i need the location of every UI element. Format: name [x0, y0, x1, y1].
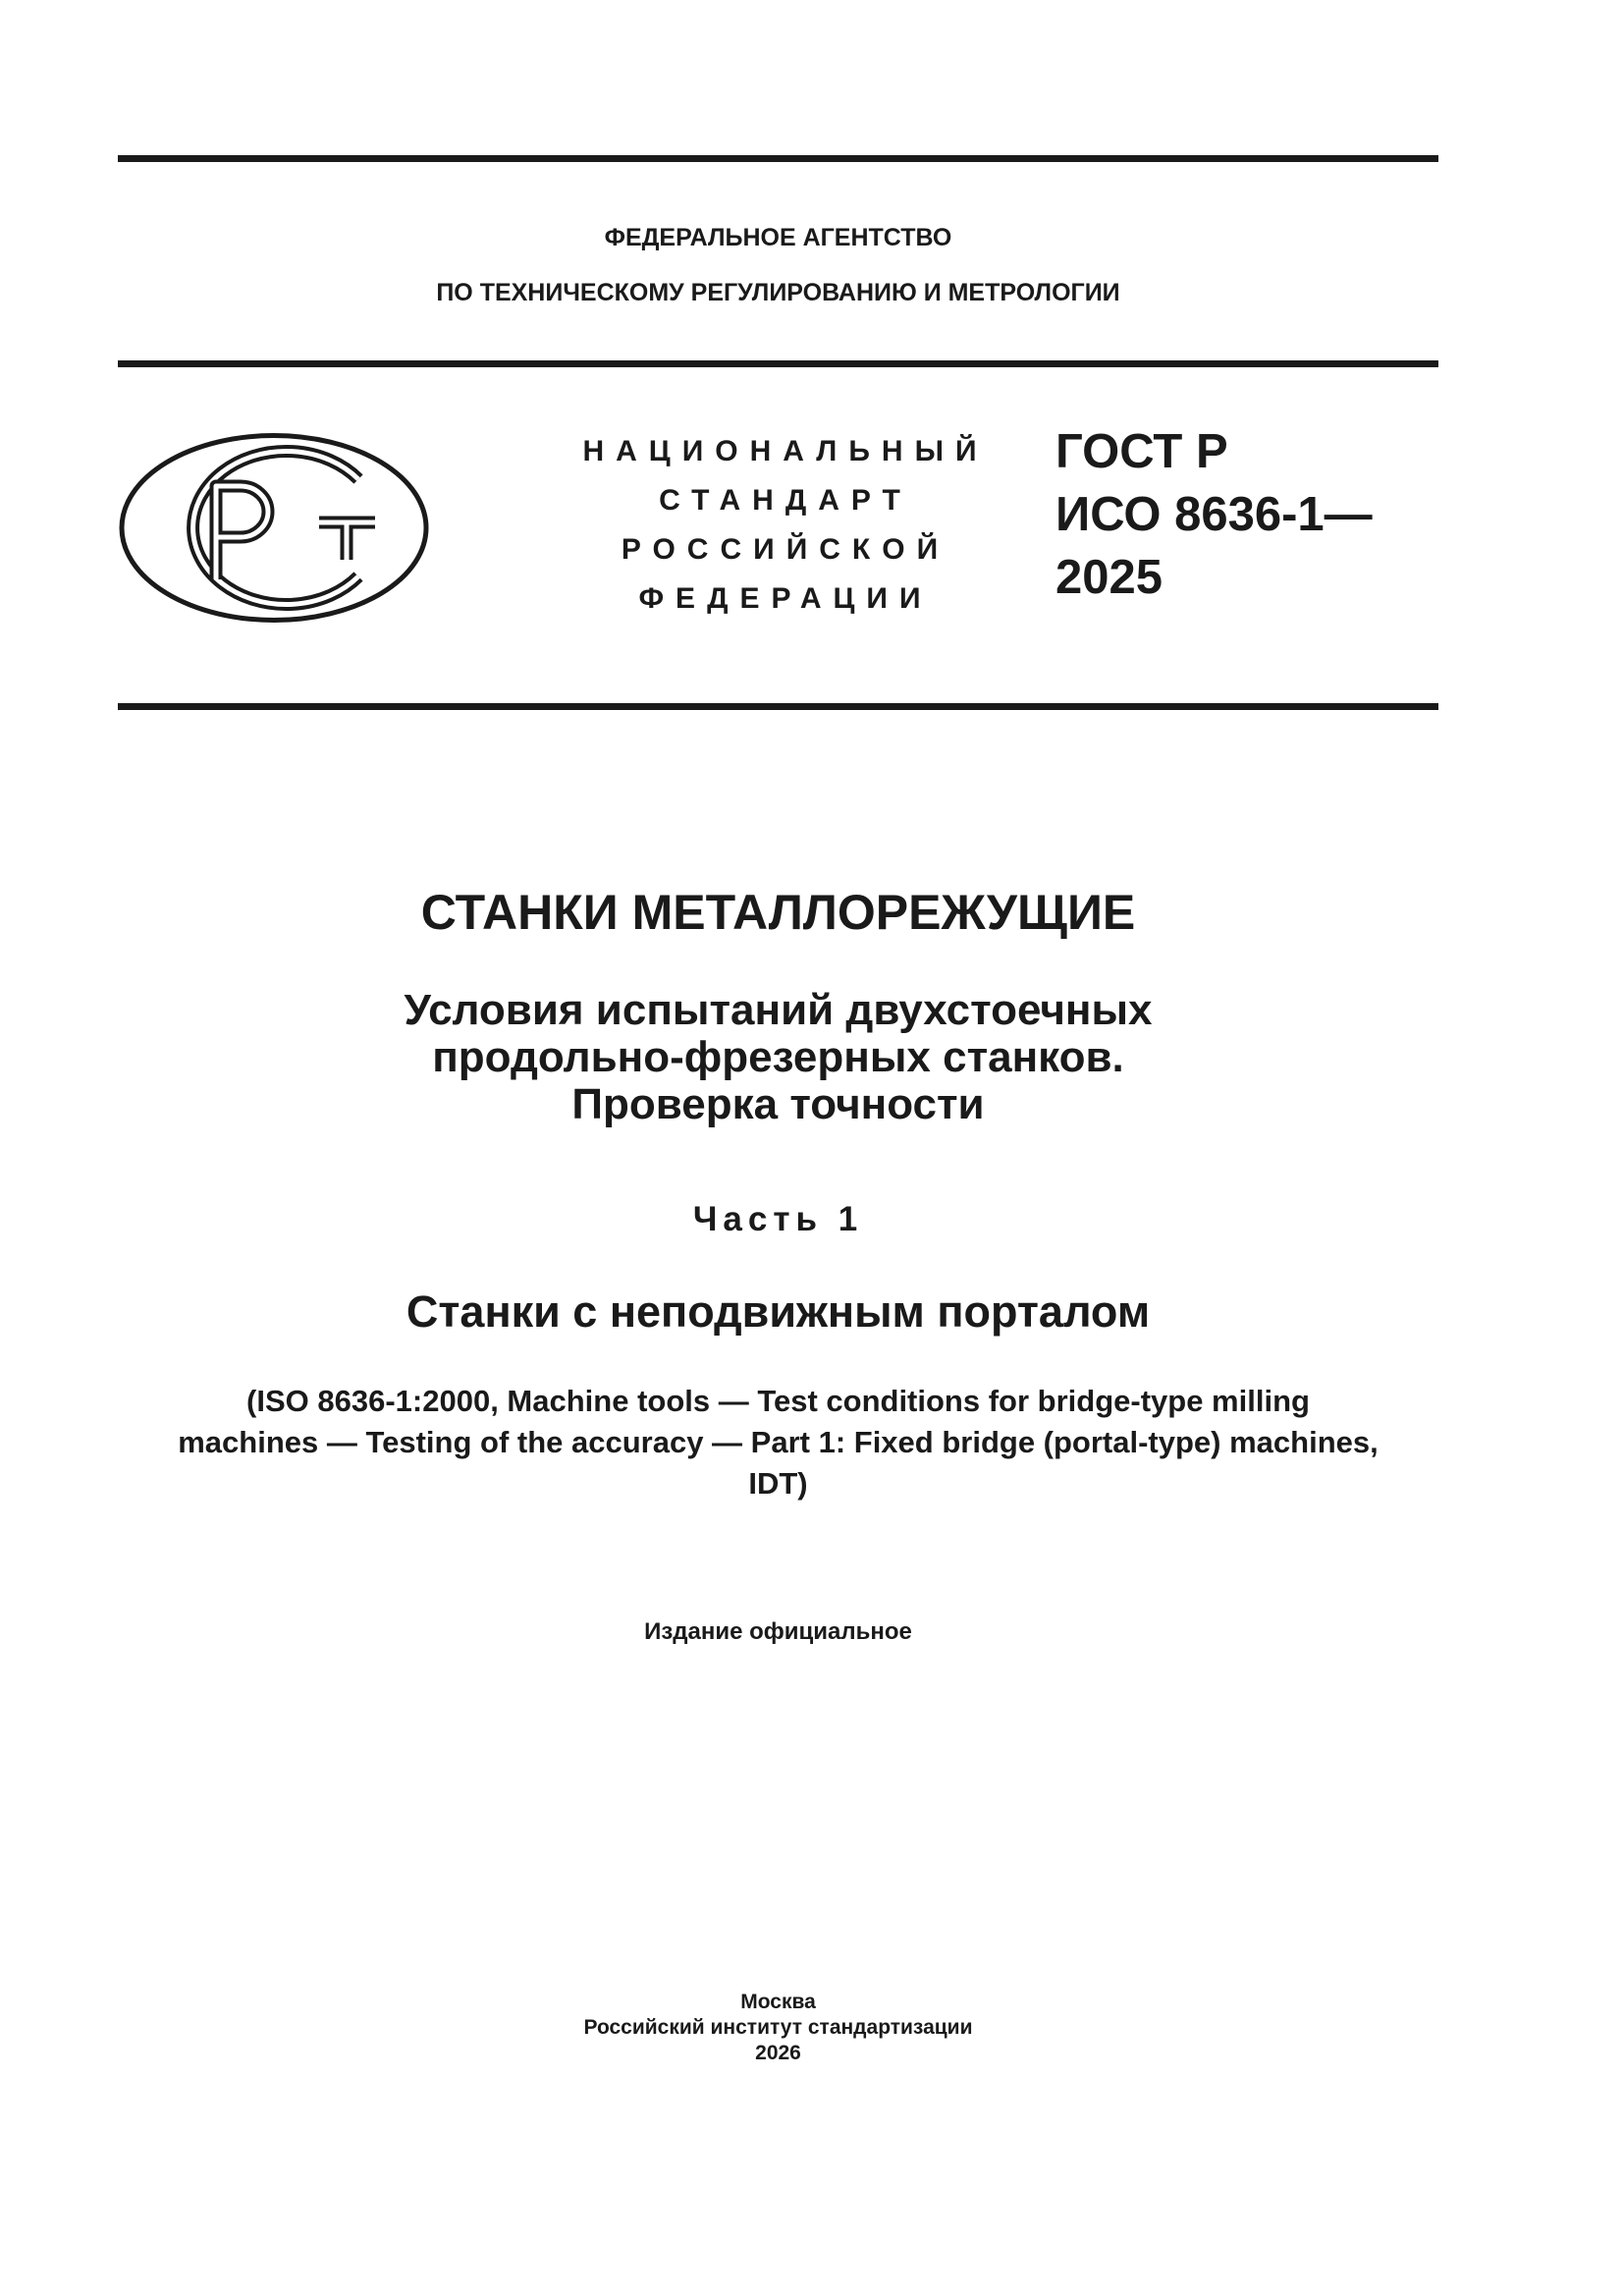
imprint-publisher: Российский институт стандартизации	[583, 2016, 973, 2039]
header-bottom-rule	[118, 703, 1438, 710]
part-number: Часть 1	[692, 1200, 864, 1238]
national-standard-line3: РОССИЙСКОЙ	[621, 533, 950, 566]
iso-reference-line1: (ISO 8636-1:2000, Machine tools — Test conditions for bridge-type milling	[246, 1384, 1310, 1418]
subtitle-line1: Условия испытаний двухстоечных	[404, 986, 1153, 1034]
document-subtitle	[118, 987, 1438, 1128]
standard-designation	[1055, 420, 1373, 609]
imprint	[118, 1990, 1438, 2066]
designation-line2: ИСО 8636-1—	[1055, 488, 1373, 541]
national-standard-line4: ФЕДЕРАЦИИ	[638, 582, 933, 615]
edition-label: Издание официальное	[644, 1618, 912, 1645]
iso-reference-line2: machines — Testing of the accuracy — Part 1: Fixed bridge (portal-type) machines,	[178, 1425, 1379, 1459]
header-divider-rule	[118, 360, 1438, 367]
designation-line3: 2025	[1055, 551, 1163, 604]
imprint-year: 2026	[755, 2042, 801, 2064]
top-rule	[118, 155, 1438, 162]
designation-line1: ГОСТ Р	[1055, 425, 1228, 478]
imprint-city: Москва	[740, 1991, 816, 2013]
agency-name-line2: ПО ТЕХНИЧЕСКОМУ РЕГУЛИРОВАНИЮ И МЕТРОЛОГИИ	[436, 279, 1120, 306]
rst-certification-mark-icon	[118, 432, 430, 624]
iso-reference-line3: IDT)	[748, 1466, 808, 1501]
agency-name-line1: ФЕДЕРАЛЬНОЕ АГЕНТСТВО	[604, 224, 952, 251]
subtitle-line2: продольно-фрезерных станков.	[432, 1033, 1124, 1081]
national-standard-line2: СТАНДАРТ	[659, 484, 912, 517]
document-title: СТАНКИ МЕТАЛЛОРЕЖУЩИЕ	[420, 885, 1136, 940]
subtitle-line3: Проверка точности	[571, 1080, 985, 1128]
national-standard-line1: НАЦИОНАЛЬНЫЙ	[582, 435, 989, 467]
part-title: Станки с неподвижным порталом	[406, 1286, 1151, 1337]
iso-reference	[118, 1381, 1438, 1504]
national-standard-label	[530, 427, 1041, 624]
